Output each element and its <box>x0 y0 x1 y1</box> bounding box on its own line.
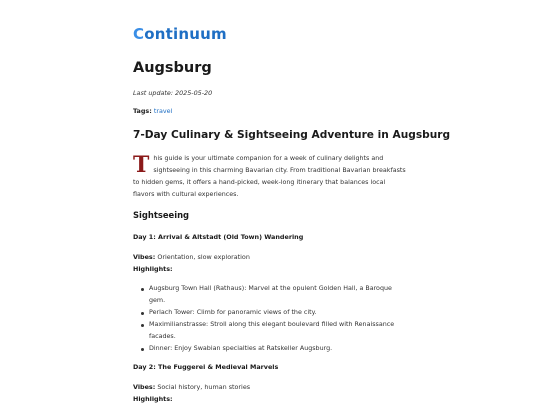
article-title: 7-Day Culinary & Sightseeing Adventure in Augsburg <box>133 129 451 141</box>
vibes-value: Social history, human stories <box>157 383 251 391</box>
day-1-heading: Day 1: Arrival & Altstadt (Old Town) Wandering <box>133 233 304 241</box>
day-2-heading: Day 2: The Fuggerei & Medieval Marvels <box>133 363 279 371</box>
section-heading-sightseeing: Sightseeing <box>133 210 190 220</box>
day-2-vibes <box>133 383 250 392</box>
list-item: Maximilianstrasse: Stroll along this elegant boulevard filled with Renaissance facades. <box>133 319 408 343</box>
drop-cap: T <box>133 152 150 178</box>
highlights-label: Highlights: <box>133 395 173 403</box>
tags-label: Tags: <box>133 107 152 115</box>
page-title: Augsburg <box>133 60 212 76</box>
tags-row <box>133 107 172 116</box>
vibes-label: Vibes: <box>133 253 156 261</box>
logo-initial: C <box>133 25 145 43</box>
list-item: Dinner: Enjoy Swabian specialties at Ratskeller Augsburg. <box>133 343 408 355</box>
vibes-label: Vibes: <box>133 383 156 391</box>
logo-text: ontinuum <box>144 25 227 43</box>
day-1-highlights-list <box>133 283 408 355</box>
site-logo[interactable] <box>133 26 227 42</box>
vibes-value: Orientation, slow exploration <box>157 253 250 261</box>
last-update: Last update: 2025-05-20 <box>133 89 213 97</box>
day-1-vibes <box>133 253 250 262</box>
highlights-label: Highlights: <box>133 265 173 273</box>
intro-text: his guide is your ultimate companion for a week of culinary delights and sightseeing in this charming Bavarian city. From traditional Bavarian breakfasts to hidden gems, it offers a hand-picked, week-long itinerary that balances local flavors with cultural experiences. <box>133 155 406 198</box>
day-2-highlights-label <box>133 395 173 404</box>
intro-paragraph <box>133 153 408 201</box>
tag-link-travel[interactable]: travel <box>153 107 173 115</box>
list-item: Augsburg Town Hall (Rathaus): Marvel at the opulent Golden Hall, a Baroque gem. <box>133 283 408 307</box>
day-1-highlights-label <box>133 265 173 274</box>
list-item: Perlach Tower: Climb for panoramic views of the city. <box>133 307 408 319</box>
